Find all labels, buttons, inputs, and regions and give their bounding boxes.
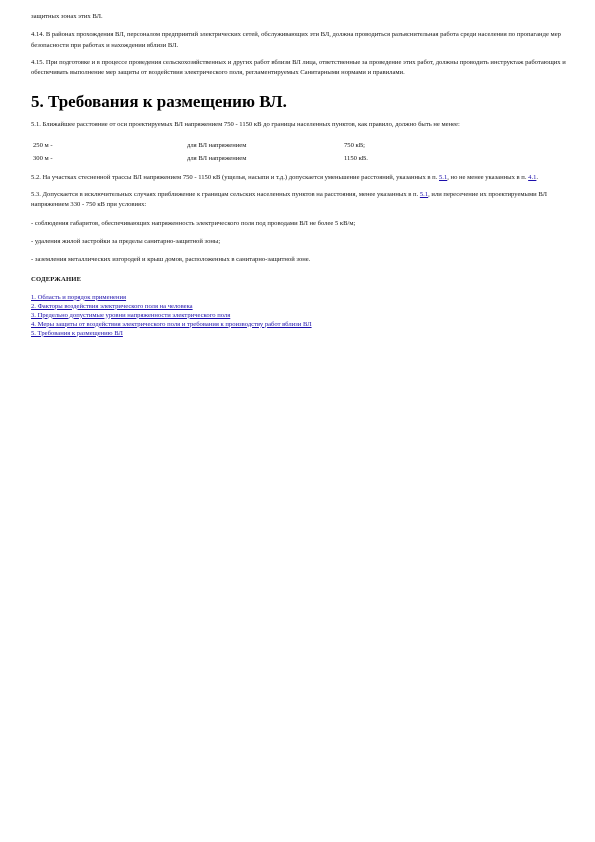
toc-item (31, 311, 566, 320)
distance-cell: 250 м - (33, 141, 53, 149)
table-row (31, 139, 404, 152)
toc-item (31, 329, 566, 338)
paragraph-5-2 (31, 173, 566, 183)
link-item-5-1[interactable]: 5.1 (419, 191, 429, 199)
paragraph-5-1: 5.1. Ближайшее расстояние от оси проектируемых ВЛ напряжением 750 - 1150 кВ до границы населенных пунктов, как правило, должно быть не менее: (31, 121, 460, 129)
voltage-cell: 1150 кВ. (344, 154, 368, 162)
paragraph-5-3 (31, 190, 566, 211)
condition-item: - удаления жилой застройки за пределы санитарно-защитной зоны; (31, 237, 221, 245)
paragraph-5-3-text-end: , или пересечение их проектируемыми ВЛ напряжением 330 - 750 кВ при условиях: (31, 191, 547, 209)
toc-link-4[interactable]: 4. Меры защиты от воздействия электрического поля и требования к производству работ вблизи ВЛ (31, 320, 312, 328)
distance-cell: 300 м - (33, 154, 53, 162)
paragraph-4-15: 4.15. При подготовке и в процессе проведения сельскохозяйственных и других работ вблизи ВЛ лица, ответственные за проведение этих работ, должны проводить инструктаж работающих и обеспечивать выполнение мер защиты от воздействия электрического поля, регламентируемых Санитарными нормами и правилами. (31, 58, 566, 77)
link-item-4-1[interactable]: 4.1 (528, 173, 537, 181)
condition-item: - соблюдения габаритов, обеспечивающих напряженность электрического поля под проводами ВЛ не более 5 кВ/м; (31, 219, 356, 227)
paragraph-5-2-text: 5.2. На участках стесненной трассы ВЛ напряжением 750 - 1150 кВ (ущелья, насыпи и т.д.) допускается уменьшение расстояний, указанных в п. (31, 173, 439, 181)
condition-item: - заземления металлических изгородей и крыш домов, расположенных в санитарно-защитной зоне. (31, 256, 311, 264)
voltage-cell: 750 кВ; (344, 141, 365, 149)
link-item-5-1[interactable]: 5.1 (439, 173, 448, 181)
paragraph-4-14: 4.14. В районах прохождения ВЛ, персоналом предприятий электрических сетей, обслуживающих эти ВЛ, должна проводиться разъяснительная работа среди населения по пропаганде мер безопасности при работах и нахождении вблизи ВЛ. (31, 31, 561, 49)
condition-cell: для ВЛ напряжением (187, 154, 247, 162)
table-of-contents (31, 293, 566, 338)
section-heading: 5. Требования к размещению ВЛ. (31, 92, 287, 112)
paragraph-5-2-text-end: . (536, 173, 539, 181)
paragraph-5-2-text-middle: , но не менее указанных в п. (447, 173, 529, 181)
toc-link-1[interactable]: 1. Область и порядок применения (31, 293, 127, 301)
toc-title: СОДЕРЖАНИЕ (31, 275, 82, 283)
distance-table (31, 139, 404, 165)
toc-link-2[interactable]: 2. Факторы воздействия электрического поля на человека (31, 302, 193, 310)
toc-item (31, 293, 566, 302)
intro-fragment: защитных зонах этих ВЛ. (31, 13, 103, 20)
document-page (31, 12, 566, 338)
paragraph-5-3-text: 5.3. Допускается в исключительных случаях приближение к границам сельских населенных пунктов на расстояния, менее указанных в п. (31, 191, 420, 199)
condition-cell: для ВЛ напряжением (187, 141, 247, 149)
toc-item (31, 302, 566, 311)
toc-link-3[interactable]: 3. Предельно допустимые уровни напряженности электрического поля (31, 311, 231, 319)
toc-link-5[interactable]: 5. Требования к размещению ВЛ (31, 329, 123, 337)
table-row (31, 152, 404, 165)
toc-item (31, 320, 566, 329)
